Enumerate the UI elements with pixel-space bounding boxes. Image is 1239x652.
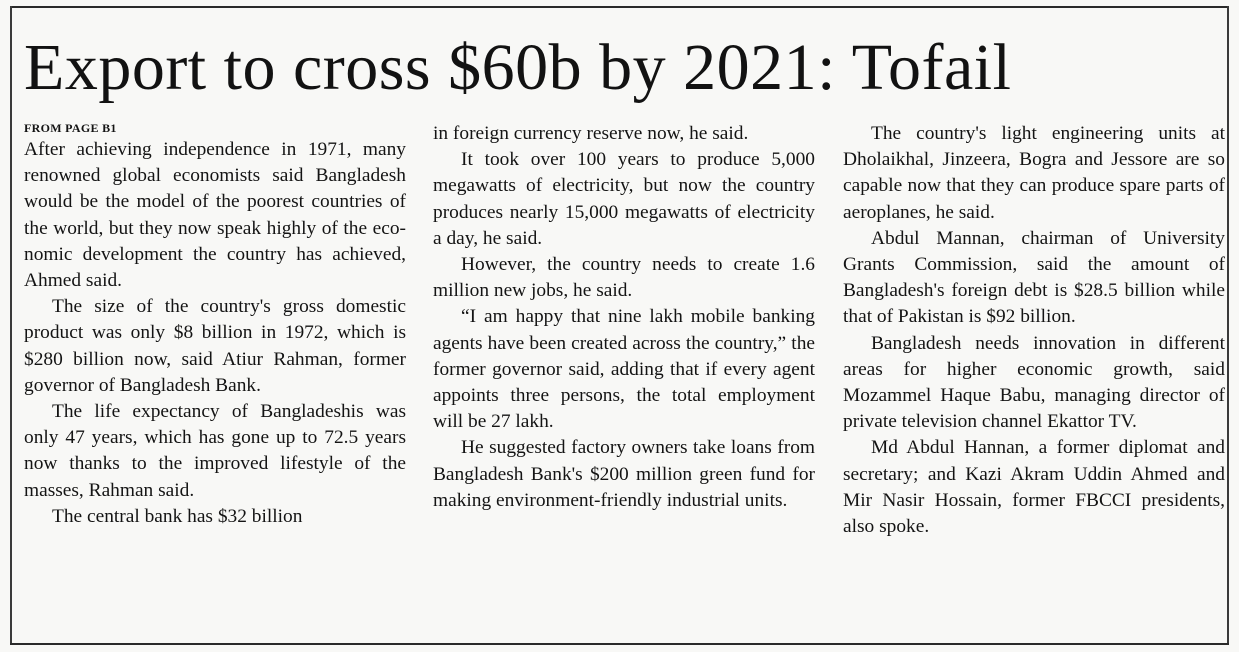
paragraph: The size of the country's gross domestic product was only $8 billion in 1972, which is $280 billion now, said Atiur Rahman, former governor of Bangladesh Bank. xyxy=(24,296,406,396)
top-border-rule xyxy=(10,6,1229,8)
paragraph: The life expectancy of Bangladeshis was only 47 years, which has gone up to 72.5 years now thanks to the improved lifestyle of the masses, Rahman said. xyxy=(24,401,406,501)
paragraph: After achieving independence in 1971, many renowned global economists said Bangladesh would be the model of the poorest countries of the world, but they now speak highly of the economic development the country has achieved, Ahmed said. xyxy=(24,139,406,292)
left-border-rule xyxy=(10,6,12,645)
bottom-border-rule xyxy=(10,643,1229,645)
paragraph: However, the country needs to create 1.6 million new jobs, he said. xyxy=(433,254,815,302)
paragraph: The central bank has $32 billion xyxy=(52,505,303,527)
paragraph: He suggested factory owners take loans from Bangladesh Bank's $200 million green fund for making environment-friendly industrial units. xyxy=(433,437,815,511)
paragraph: Bangladesh needs innovation in different areas for higher economic growth, said Mozammel Haque Babu, managing director of private television channel Ekattor TV. xyxy=(843,332,1225,433)
paragraph: in foreign currency reserve now, he said. xyxy=(433,123,749,144)
paragraph: Abdul Mannan, chairman of University Grants Commission, said the amount of Bangladesh's foreign debt is $28.5 billion while that of Pakistan is $92 billion. xyxy=(843,227,1225,328)
article-column-1 xyxy=(24,121,406,530)
right-border-rule xyxy=(1227,6,1229,645)
paragraph: Md Abdul Hannan, a former diplomat and secretary; and Kazi Akram Uddin Ahmed and Mir Nasir Hossain, former FBCCI presidents, also spoke. xyxy=(843,437,1225,538)
paragraph: The country's light engineering units at Dholaikhal, Jinzeera, Bogra and Jessore are so capable now that they can produce spare parts of aeroplanes, he said. xyxy=(843,123,1225,223)
headline: Export to cross $60b by 2021: Tofail xyxy=(24,31,1012,104)
article-column-3 xyxy=(843,121,1225,540)
paragraph: It took over 100 years to produce 5,000 megawatts of electricity, but now the country produces nearly 15,000 megawatts of electricity a day, he said. xyxy=(433,149,815,249)
article-column-2 xyxy=(433,121,815,514)
dateline: FROM PAGE B1 xyxy=(24,121,117,135)
paragraph: “I am happy that nine lakh mobile banking agents have been created across the country,” the former governor said, adding that if every agent appoints three persons, the total employment will be 27 lakh. xyxy=(433,306,815,433)
